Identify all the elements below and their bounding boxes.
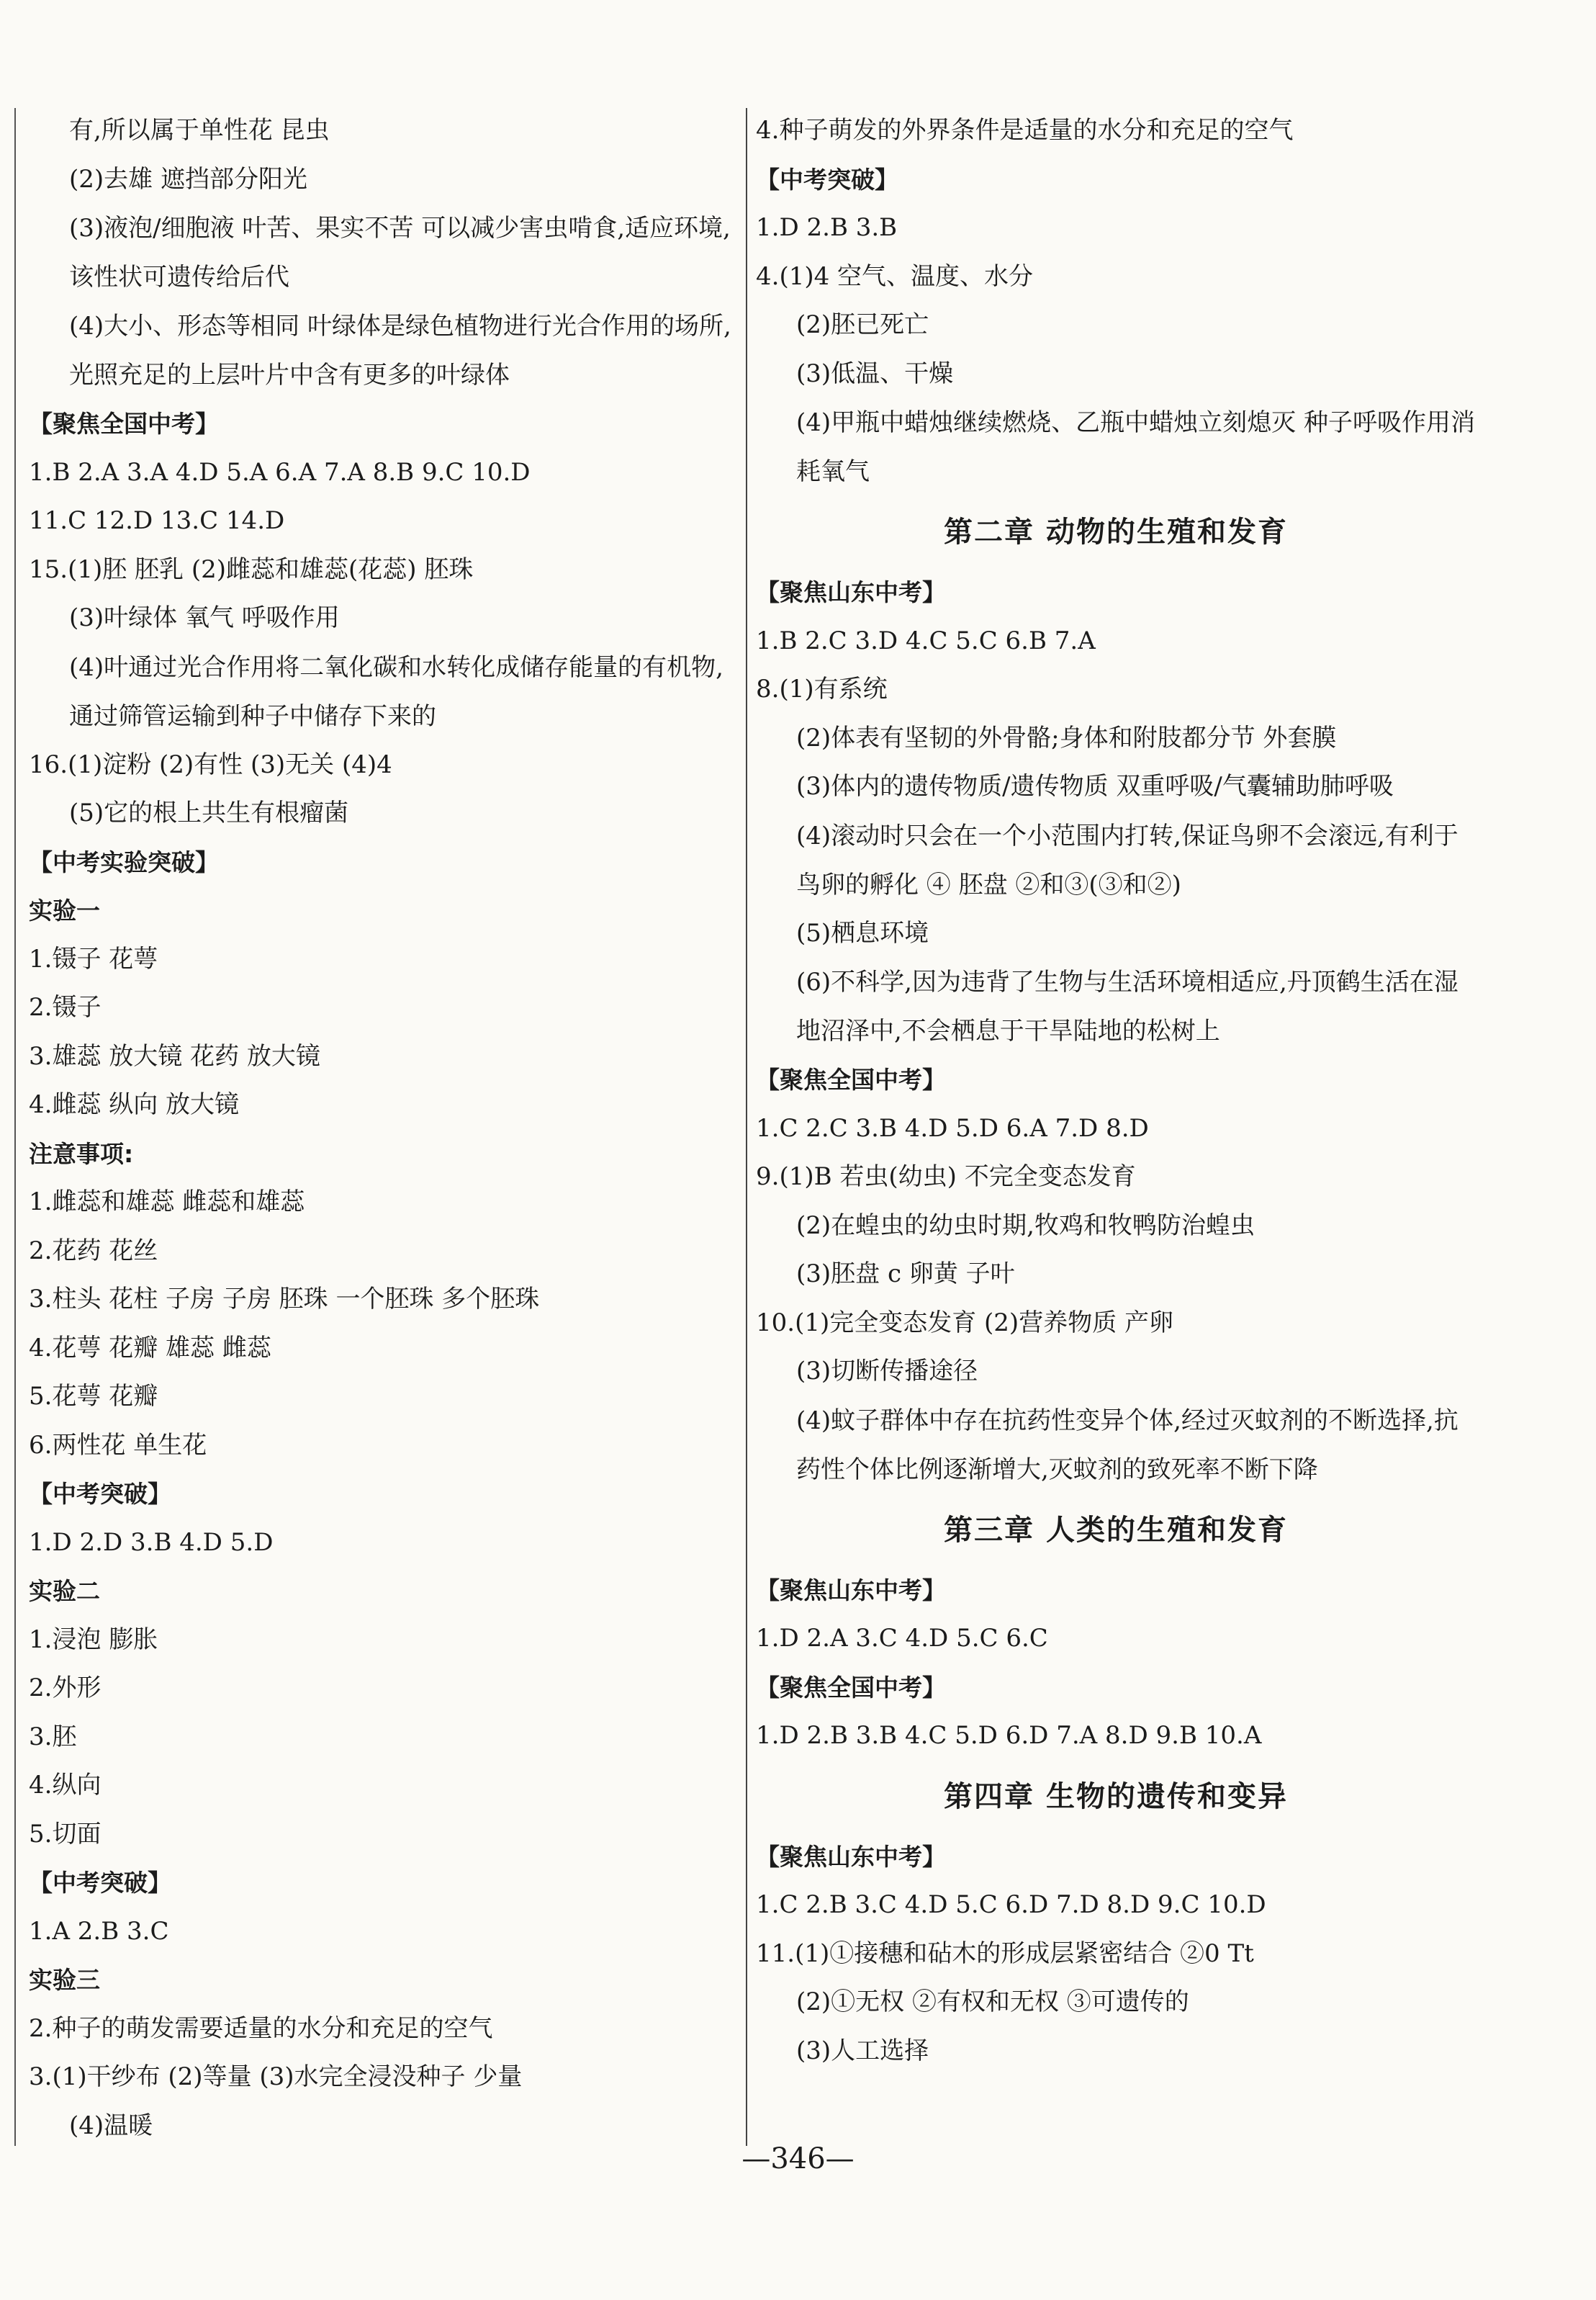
answer-line: 4.种子萌发的外界条件是适量的水分和充足的空气 (756, 116, 1294, 145)
section-heading: 【中考突破】 (29, 1869, 171, 1897)
answer-line: (4)滚动时只会在一个小范围内打转,保证鸟卵不会滚远,有利于鸟卵的孵化 ④ 胚盘 ②和③(③和②) (796, 821, 1459, 899)
answer-line: 2.种子的萌发需要适量的水分和充足的空气 (29, 2013, 493, 2043)
section-heading: 实验三 (29, 1966, 100, 1994)
answer-line: 3.柱头 花柱 子房 子房 胚珠 一个胚珠 多个胚珠 (29, 1285, 540, 1313)
section-heading: 【聚焦山东中考】 (756, 1842, 946, 1871)
answer-line: 4.纵向 (29, 1771, 102, 1800)
answer-line: (3)胚盘 c 卵黄 子叶 (796, 1259, 1015, 1288)
section-heading: 【聚焦山东中考】 (756, 578, 946, 606)
answer-line: 8.(1)有系统 (756, 675, 888, 704)
answer-line: 1.C 2.C 3.B 4.D 5.D 6.A 7.D 8.D (756, 1113, 1149, 1143)
section-heading: 【聚焦全国中考】 (29, 410, 219, 438)
answer-line: 1.D 2.B 3.B (756, 213, 898, 242)
section-heading: 注意事项: (29, 1139, 134, 1168)
answer-line: 3.雄蕊 放大镜 花药 放大镜 (29, 1041, 320, 1071)
answer-line: 1.镊子 花萼 (29, 944, 158, 974)
answer-line: 1.D 2.B 3.B 4.C 5.D 6.D 7.A 8.D 9.B 10.A (756, 1721, 1262, 1750)
answer-line: 2.花药 花丝 (29, 1236, 158, 1265)
answer-line: (3)人工选择 (796, 2036, 929, 2065)
answer-line: 1.雌蕊和雄蕊 雌蕊和雄蕊 (29, 1187, 305, 1216)
column-divider (746, 108, 747, 2146)
answer-line: 16.(1)淀粉 (2)有性 (3)无关 (4)4 (29, 750, 392, 779)
answer-line: (4)甲瓶中蜡烛继续燃烧、乙瓶中蜡烛立刻熄灭 种子呼吸作用消耗氧气 (796, 408, 1475, 486)
answer-line: (2)在蝗虫的幼虫时期,牧鸡和牧鸭防治蝗虫 (796, 1210, 1255, 1240)
section-heading: 【聚焦山东中考】 (756, 1576, 946, 1604)
left-column (29, 107, 734, 2150)
answer-line: 4.雌蕊 纵向 放大镜 (29, 1090, 240, 1119)
chapter-title: 第四章 生物的遗传和变异 (944, 1779, 1288, 1813)
answer-line: 1.D 2.A 3.C 4.D 5.C 6.C (756, 1624, 1048, 1653)
answer-line: 11.(1)①接穗和砧木的形成层紧密结合 ②0 Tt (756, 1939, 1254, 1968)
answer-line: 1.B 2.C 3.D 4.C 5.C 6.B 7.A (756, 626, 1096, 655)
answer-line: (3)体内的遗传物质/遗传物质 双重呼吸/气囊辅助肺呼吸 (796, 772, 1394, 801)
answer-line: (3)低温、干燥 (796, 359, 954, 388)
answer-line: 9.(1)B 若虫(幼虫) 不完全变态发育 (756, 1162, 1136, 1191)
answer-line: (2)去雄 遮挡部分阳光 (69, 164, 307, 194)
answer-line: (4)蚊子群体中存在抗药性变异个体,经过灭蚊剂的不断选择,抗药性个体比例逐渐增大,灭蚊剂的致死率不断下降 (796, 1406, 1459, 1484)
answer-line: (4)叶通过光合作用将二氧化碳和水转化成储存能量的有机物,通过筛管运输到种子中储存下来的 (69, 652, 723, 731)
answer-line: (4)大小、形态等相同 叶绿体是绿色植物进行光合作用的场所,光照充足的上层叶片中含有更多的叶绿体 (69, 312, 731, 390)
chapter-title: 第三章 人类的生殖和发育 (944, 1513, 1288, 1547)
answer-line: 10.(1)完全变态发育 (2)营养物质 产卵 (756, 1308, 1174, 1337)
page-number: —346— (741, 2142, 855, 2175)
answer-line: (5)栖息环境 (796, 918, 929, 948)
answer-line: 5.切面 (29, 1819, 102, 1848)
answer-line: (2)胚已死亡 (796, 310, 929, 339)
answer-line: 4.(1)4 空气、温度、水分 (756, 261, 1034, 291)
section-heading: 【中考实验突破】 (29, 848, 219, 876)
section-heading: 【聚焦全国中考】 (756, 1673, 946, 1702)
answer-line: 2.镊子 (29, 993, 102, 1022)
section-heading: 实验二 (29, 1577, 100, 1605)
answer-line: (4)温暖 (69, 2111, 153, 2140)
answer-line: 3.胚 (29, 1722, 77, 1751)
answer-line: 11.C 12.D 13.C 14.D (29, 506, 285, 535)
answer-line: 15.(1)胚 胚乳 (2)雌蕊和雄蕊(花蕊) 胚珠 (29, 554, 474, 584)
section-heading: 【中考突破】 (756, 165, 898, 194)
answer-line: (3)液泡/细胞液 叶苦、果实不苦 可以减少害虫啃食,适应环境,该性状可遗传给后代 (69, 214, 731, 292)
answer-line: 1.C 2.B 3.C 4.D 5.C 6.D 7.D 8.D 9.C 10.D (756, 1890, 1266, 1919)
answer-line: 1.D 2.D 3.B 4.D 5.D (29, 1527, 274, 1557)
section-heading: 【中考突破】 (29, 1480, 171, 1508)
answer-line: 3.(1)干纱布 (2)等量 (3)水完全浸没种子 少量 (29, 2062, 523, 2091)
answer-line: (5)它的根上共生有根瘤菌 (69, 799, 349, 827)
chapter-title: 第二章 动物的生殖和发育 (944, 516, 1288, 549)
answer-line: 有,所以属于单性花 昆虫 (69, 116, 330, 145)
section-heading: 【聚焦全国中考】 (756, 1066, 946, 1094)
answer-line: 2.外形 (29, 1674, 102, 1702)
answer-line: 1.浸泡 膨胀 (29, 1625, 158, 1654)
answer-line: (2)体表有坚韧的外骨骼;身体和附肢都分节 外套膜 (796, 723, 1337, 753)
answer-line: 5.花萼 花瓣 (29, 1382, 158, 1411)
answer-line: 6.两性花 单生花 (29, 1430, 207, 1460)
answer-line: (3)切断传播途径 (796, 1357, 978, 1385)
right-column (756, 107, 1476, 2075)
answer-line: 4.花萼 花瓣 雄蕊 雌蕊 (29, 1333, 271, 1362)
answer-line: 1.B 2.A 3.A 4.D 5.A 6.A 7.A 8.B 9.C 10.D (29, 457, 531, 487)
answer-line: (2)①无权 ②有权和无权 ③可遗传的 (796, 1987, 1189, 2016)
answer-line: 1.A 2.B 3.C (29, 1916, 169, 1946)
answer-line: (3)叶绿体 氧气 呼吸作用 (69, 603, 340, 632)
left-margin-rule (14, 108, 16, 2146)
section-heading: 实验一 (29, 897, 100, 925)
answer-line: (6)不科学,因为违背了生物与生活环境相适应,丹顶鹤生活在湿地沼泽中,不会栖息于干旱陆地的松树上 (796, 968, 1459, 1046)
